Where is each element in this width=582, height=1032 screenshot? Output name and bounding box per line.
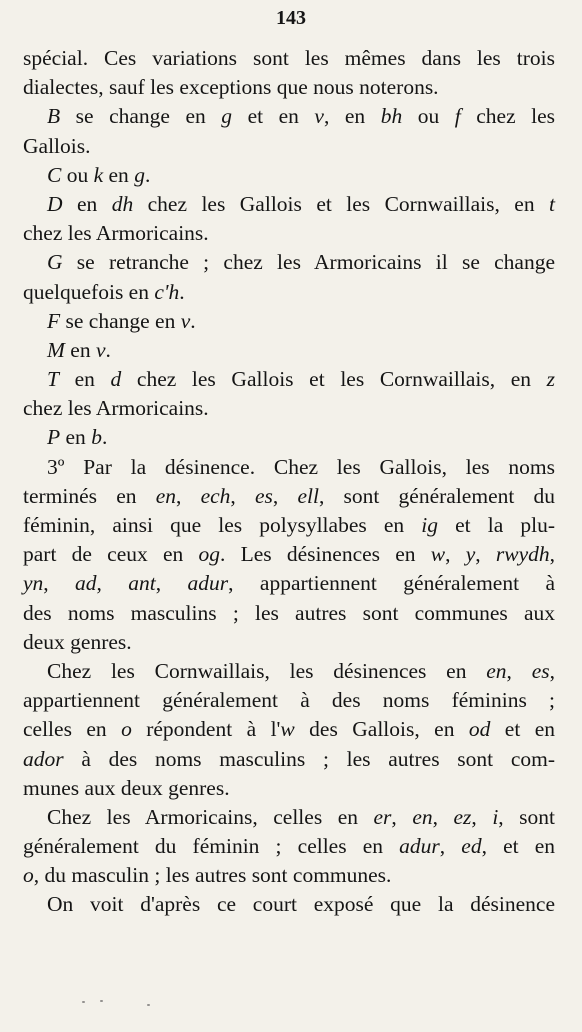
text-line xyxy=(23,832,555,861)
text-run: . xyxy=(105,337,111,362)
italic-term: M xyxy=(47,337,65,362)
text-line xyxy=(23,540,555,569)
text-run: en xyxy=(64,337,96,362)
italic-term: en xyxy=(412,804,433,829)
text-run: , sont généralement du xyxy=(318,483,556,508)
text-line xyxy=(23,511,555,540)
italic-term: g xyxy=(134,162,145,187)
text-run: , xyxy=(155,571,188,596)
text-run: , xyxy=(230,483,255,508)
text-run: en xyxy=(62,191,112,216)
text-run: terminés en xyxy=(23,483,156,508)
text-run: généralement du féminin ; celles en xyxy=(23,834,400,859)
text-run: en xyxy=(60,425,92,450)
text-run: ou xyxy=(61,162,94,187)
text-run: Gallois. xyxy=(23,133,91,158)
text-run: . xyxy=(144,162,151,187)
italic-term: g xyxy=(221,104,233,129)
text-run: , appartiennent généralement à xyxy=(228,571,555,596)
text-run: , xyxy=(445,542,466,567)
italic-term: D xyxy=(47,191,63,216)
text-line xyxy=(23,890,555,919)
text-run: . xyxy=(190,308,196,333)
italic-term: od xyxy=(468,717,491,742)
italic-term: adur xyxy=(399,834,440,859)
text-run: , xyxy=(471,804,493,829)
italic-term: ech xyxy=(200,483,231,508)
text-line xyxy=(23,599,555,628)
italic-term: F xyxy=(47,308,61,333)
text-run: chez les Armoricains. xyxy=(23,396,209,421)
text-line xyxy=(23,365,555,394)
ink-speck xyxy=(82,1001,85,1003)
italic-term: dh xyxy=(111,191,134,216)
italic-term: er xyxy=(373,804,392,829)
text-line xyxy=(23,307,555,336)
italic-term: ador xyxy=(23,746,64,771)
italic-term: z xyxy=(546,367,556,392)
text-run: Chez les Armoricains, celles en xyxy=(47,804,374,829)
italic-term: w xyxy=(280,717,295,742)
text-run: munes aux deux genres. xyxy=(23,775,230,800)
text-run: , xyxy=(272,483,298,508)
text-run: , xyxy=(176,483,201,508)
italic-term: v xyxy=(95,337,106,362)
text-run: , en xyxy=(323,104,381,129)
italic-term: yn xyxy=(23,571,44,596)
text-line xyxy=(23,102,555,131)
text-run: chez les Gallois et les Cornwaillais, en xyxy=(133,191,550,216)
italic-term: w xyxy=(430,542,446,567)
italic-term: rwydh xyxy=(495,542,550,567)
text-run: . xyxy=(179,279,185,304)
italic-term: v xyxy=(180,308,191,333)
text-run: part de ceux en xyxy=(23,542,199,567)
italic-term: f xyxy=(454,104,461,129)
text-run: 3º Par la désinence. Chez les Gallois, les noms xyxy=(47,454,555,479)
text-run: ou xyxy=(402,104,455,129)
text-run: , xyxy=(432,804,454,829)
text-line xyxy=(23,132,555,161)
text-line xyxy=(23,394,555,423)
text-run: se change en xyxy=(60,104,222,129)
text-line xyxy=(23,278,555,307)
text-line xyxy=(23,657,555,686)
text-run: Chez les Cornwaillais, les désinences en xyxy=(47,658,487,683)
text-run: On voit d'après ce court exposé que la désinence xyxy=(47,892,555,917)
text-run: en xyxy=(103,162,135,187)
text-line xyxy=(23,161,555,190)
italic-term: en xyxy=(486,658,507,683)
text-run: , xyxy=(475,542,496,567)
text-line xyxy=(23,628,555,657)
text-line xyxy=(23,715,555,744)
text-line xyxy=(23,248,555,277)
text-run: se retranche ; chez les Armoricains il se change xyxy=(62,250,555,275)
text-run: chez les xyxy=(460,104,556,129)
italic-term: v xyxy=(314,104,324,129)
ink-speck xyxy=(100,1000,103,1002)
text-run: en xyxy=(58,367,111,392)
text-run: chez les Gallois et les Cornwaillais, en xyxy=(121,367,547,392)
italic-term: ig xyxy=(421,513,438,537)
text-line xyxy=(23,803,555,832)
text-run: , sont xyxy=(498,804,556,829)
italic-term: adur xyxy=(187,571,229,596)
text-line xyxy=(23,453,555,482)
italic-term: ad xyxy=(75,571,97,596)
italic-term: ez xyxy=(453,804,472,829)
italic-term: o xyxy=(121,717,132,742)
italic-term: ed xyxy=(461,834,482,859)
text-line xyxy=(23,423,555,452)
text-run: à des noms masculins ; les autres sont com- xyxy=(63,746,555,771)
text-run: et en xyxy=(490,717,555,742)
text-run: féminin, ainsi que les polysyllabes en xyxy=(23,513,422,537)
text-run: , xyxy=(439,834,462,859)
text-run: celles en xyxy=(23,717,122,742)
text-run: et en xyxy=(232,104,315,129)
text-line xyxy=(23,73,555,102)
text-run: spécial. Ces variations sont les mêmes dans les trois xyxy=(23,46,555,70)
text-run: , xyxy=(506,658,532,683)
text-line xyxy=(23,745,555,774)
ink-speck xyxy=(147,1004,150,1006)
italic-term: ant xyxy=(128,571,156,596)
italic-term: es xyxy=(254,483,273,508)
text-run: , xyxy=(549,658,555,683)
text-run: , xyxy=(43,571,76,596)
italic-term: c'h xyxy=(154,279,180,304)
text-line xyxy=(23,190,555,219)
italic-term: t xyxy=(549,191,555,216)
text-line xyxy=(23,569,555,598)
text-run: , et en xyxy=(481,834,556,859)
text-run: , xyxy=(391,804,413,829)
italic-term: C xyxy=(47,162,62,187)
text-run: , du masculin ; les autres sont communes. xyxy=(33,863,392,888)
page-number: 143 xyxy=(276,7,306,29)
text-run: se change en xyxy=(60,308,181,333)
italic-term: P xyxy=(47,425,61,450)
text-line xyxy=(23,336,555,365)
italic-term: d xyxy=(110,367,122,392)
text-run: quelquefois en xyxy=(23,279,155,304)
text-run: et la plu- xyxy=(437,513,555,537)
text-run: répondent à l' xyxy=(131,717,281,742)
italic-term: o xyxy=(23,863,34,888)
italic-term: B xyxy=(47,104,61,129)
text-run: deux genres. xyxy=(23,629,132,654)
text-run: appartiennent généralement à des noms féminins ; xyxy=(23,688,555,713)
text-run: , xyxy=(96,571,129,596)
text-line xyxy=(23,774,555,803)
italic-term: T xyxy=(47,367,59,392)
text-run: dialectes, sauf les exceptions que nous noterons. xyxy=(23,75,439,100)
text-run: des noms masculins ; les autres sont communes aux xyxy=(23,600,555,625)
italic-term: ell xyxy=(297,483,319,508)
text-line xyxy=(23,482,555,511)
italic-term: bh xyxy=(380,104,403,129)
body-text xyxy=(23,44,555,920)
italic-term: es xyxy=(531,658,550,683)
italic-term: b xyxy=(91,425,102,450)
italic-term: G xyxy=(47,250,63,275)
text-line xyxy=(23,861,555,890)
text-line xyxy=(23,219,555,248)
italic-term: og xyxy=(198,542,221,567)
text-run: . Les désinences en xyxy=(220,542,431,567)
text-run: , xyxy=(549,542,556,567)
text-run: chez les Armoricains. xyxy=(23,221,209,246)
italic-term: i xyxy=(492,804,499,829)
italic-term: y xyxy=(465,542,476,567)
text-line xyxy=(23,44,555,73)
italic-term: k xyxy=(93,162,104,187)
text-line xyxy=(23,686,555,715)
italic-term: en xyxy=(155,483,176,508)
text-run: des Gallois, en xyxy=(294,717,469,742)
text-run: . xyxy=(101,425,108,450)
